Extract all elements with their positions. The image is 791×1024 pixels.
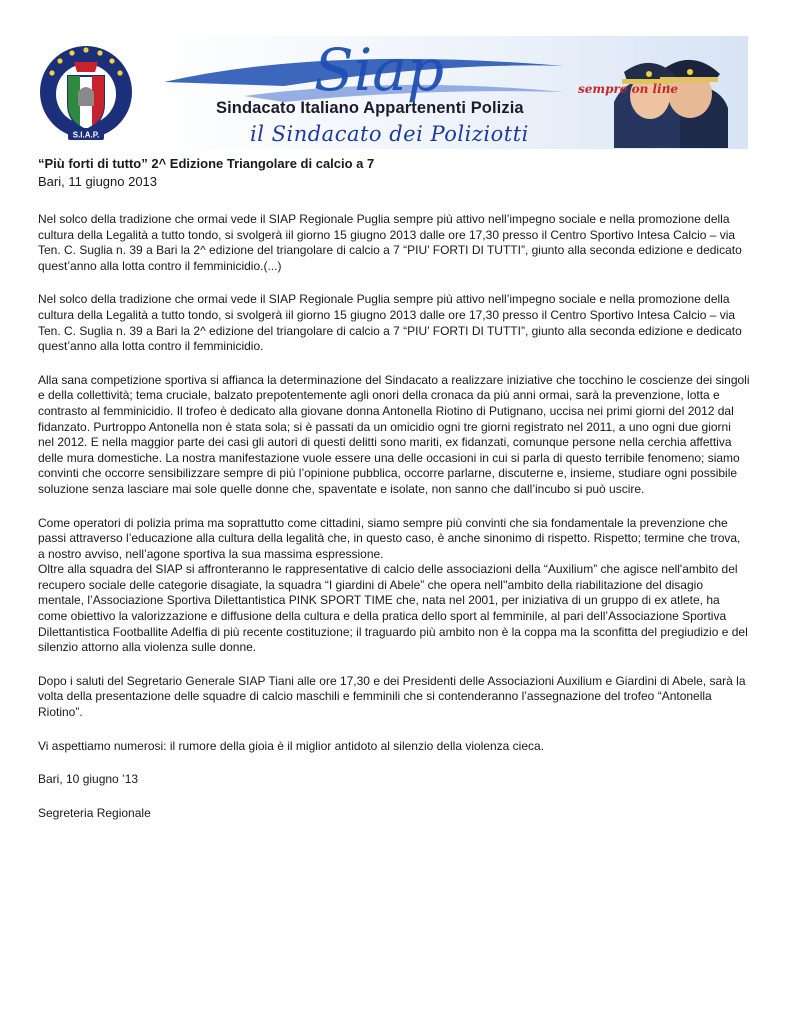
banner-subtitle: Sindacato Italiano Appartenenti Polizia (216, 99, 524, 117)
paragraph: Nel solco della tradizione che ormai vede il SIAP Regionale Puglia sempre più attivo nell’impegno sociale e nella promozione della cultura della Legalità a tutto tondo, si svolgerà iil giorno 15 giugno 2013 dalle ore 17,30 presso il Centro Sportivo Intesa Calcio – via Ten. C. Suglia n. 39 a Bari la 2^ edizione del triangolare di calcio a 7 “PIU’ FORTI DI TUTTI”, giunto alla seconda edizione e dedicato quest’anno alla lotta contro il femminicidio. (38, 292, 742, 354)
paragraph: Come operatori di polizia prima ma soprattutto come cittadini, siamo sempre più convinti che sia fondamentale la prevenzione che passi attraverso l’educazione alla cultura della legalità che, in questo caso, è anche sinonimo di rispetto. Rispetto; termine che trova, a nostro avviso, nell’agone sportiva la sua massima espressione. (38, 515, 741, 561)
paragraph: Oltre alla squadra del SIAP si affronteranno le rappresentative di calcio delle associazioni della “Auxilium” che agisce nell'ambito del recupero sociale delle categorie disagiate, la squadra “I giardini di Abele” che opera nell''ambito della riabilitazione del disagio mentale, l’Associazione Sportiva Dilettantistica PINK SPORT TIME che, nata nel 2001, per iniziativa di un gruppo di ex atlete, ha come obiettivo la valorizzazione e diffusione della cultura e della pratica dello sport al femminile, al pari dell’Associazione Sportiva Dilettantistica Footballite Adelfia di più recente costituzione; il traguardo più ambito non è la coppa ma la sconfitta del pregiudizio e del silenzio attorno alla violenza sulle donne. (38, 562, 748, 655)
paragraph: Vi aspettiamo numerosi: il rumore della gioia è il miglior antidoto al silenzio della violenza cieca. (38, 738, 545, 753)
logo-badge-text: S.I.A.P. (72, 130, 100, 140)
banner-tagline: sempre on line (578, 82, 678, 96)
document-title: “Più forti di tutto” 2^ Edizione Triangolare di calcio a 7 (38, 156, 375, 171)
document-date: Bari, 11 giugno 2013 (38, 174, 158, 189)
police-officers-illustration (614, 60, 728, 148)
letterhead (38, 36, 748, 149)
banner-motto: il Sindacato dei Poliziotti (250, 122, 529, 146)
signature: Segreteria Regionale (38, 805, 151, 820)
paragraph: Dopo i saluti del Segretario Generale SIAP Tiani alle ore 17,30 e dei Presidenti delle Associazioni Auxilium e Giardini di Abele, sarà la volta della presentazione delle squadre di calcio maschili e femminili che si contenderanno l’assegnazione del trofeo “Antonella Riotino”. (38, 673, 746, 720)
banner-logo-text: Siap (314, 36, 444, 104)
paragraph: Nel solco della tradizione che ormai vede il SIAP Regionale Puglia sempre più attivo nell’impegno sociale e nella promozione della cultura della Legalità a tutto tondo, si svolgerà iil giorno 15 giugno 2013 dalle ore 17,30 presso il Centro Sportivo Intesa Calcio – via Ten. C. Suglia n. 39 a Bari la 2^ edizione del triangolare di calcio a 7 “PIU’ FORTI DI TUTTI”, giunto alla seconda edizione e dedicato quest’anno alla lotta contro il femminicidio.(...) (38, 212, 742, 273)
siap-logo-badge (38, 36, 138, 149)
closing-date: Bari, 10 giugno ’13 (38, 772, 139, 787)
paragraph: Alla sana competizione sportiva si affianca la determinazione del Sindacato a realizzare iniziative che tocchino le coscienze dei singoli e della collettività; tema cruciale, balzato prepotentemente agli onori della cronaca da più anni ormai, sarà la prevenzione, lotta e contrasto al femminicidio. Il trofeo è dedicato alla giovane donna Antonella Riotino di Putignano, uccisa nei primi giorni del 2012 dal fidanzato. Purtroppo Antonella non è stata sola; si è passati da un omicidio ogni tre giorni registrato nel 2011, a uno ogni due giorni nel 2012. E nella maggior parte dei casi gli autori di questi delitti sono mariti, ex fidanzati, comunque persone nella cerchia affettiva delle mura domestiche. La nostra manifestazione vuole essere una delle occasioni in cui si parla di questo terribile fenomeno; siamo convinti che occorre sensibilizzare sempre di più l’opinione pubblica, occorre parlarne, discuterne e, insieme, studiare ogni possibile soluzione senza lasciare mai sole quelle donne che, spaventate e isolate, non sanno che dall’incubo si può uscire. (38, 372, 750, 496)
document-body (38, 156, 750, 821)
